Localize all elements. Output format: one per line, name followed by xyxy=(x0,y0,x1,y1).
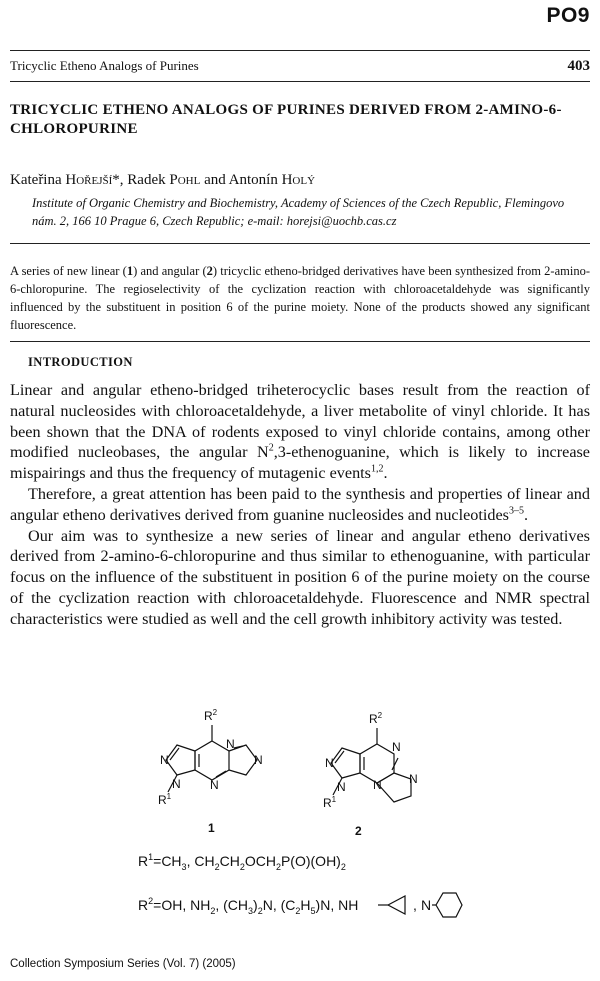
svg-text:N: N xyxy=(409,772,418,786)
scheme-svg xyxy=(130,700,470,935)
svg-text:N: N xyxy=(226,737,235,751)
running-head xyxy=(10,50,590,82)
page-code: PO9 xyxy=(546,4,590,27)
svg-text:R1: $R^1$ xyxy=(158,792,172,807)
svg-text:N: N xyxy=(172,777,181,791)
divider-abstract xyxy=(10,341,590,342)
pyrrolidine-ring xyxy=(436,893,462,917)
compound-label-1: 1 xyxy=(208,821,215,835)
divider-top xyxy=(10,243,590,244)
author-1-first: Kateřina xyxy=(10,172,62,188)
authors xyxy=(10,170,590,190)
citation: 1,2 xyxy=(370,463,384,475)
svg-text:N: N xyxy=(392,740,401,754)
compound-ref-2: 2 xyxy=(206,264,213,278)
affiliation: Institute of Organic Chemistry and Biochemistry, Academy of Sciences of the Czech Republic, Flemingovo nám. 2, 166 10 Prague 6, Czech Republic; e-mail: horejsi@uochb.cas.cz xyxy=(32,196,565,228)
running-head-title: Tricyclic Etheno Analogs of Purines xyxy=(10,58,199,73)
svg-text:,: , xyxy=(413,897,417,913)
svg-text:R1: $R^1$ xyxy=(323,795,337,810)
compound-label-2: 2 xyxy=(355,824,362,838)
svg-text:R2: $R^2$ xyxy=(204,708,218,723)
section-heading: INTRODUCTION xyxy=(28,355,133,369)
author-separator-and: and xyxy=(200,172,229,188)
compound-ref-1: 1 xyxy=(126,264,134,278)
corresponding-mark: * xyxy=(112,172,120,188)
substituent-rings xyxy=(378,893,462,917)
svg-text:R2: $R^2$ xyxy=(369,711,383,726)
paragraph-3: Our aim was to synthesize a new series of linear and angular etheno derivatives derived from 2-amino-6-chloropurine and thus similar to ethenoguanine, with particular focus on the influence of the substituent in position 6 of the purine moiety on the course of the cyclization reaction with chloroacetaldehyde. Fluorescence and NMR spectral characteristics were studied as well and the cell growth inhibitory activity was tested. xyxy=(10,526,590,628)
svg-text:N: N xyxy=(254,753,263,767)
r2-definition: $R^2=OH$, $NH_2$, $(CH_3)_2N$, $(C_2H_5)N$, NH xyxy=(138,896,359,916)
svg-text:N: N xyxy=(160,753,169,767)
substituent-definitions xyxy=(138,852,431,916)
svg-text:N: N xyxy=(210,778,219,792)
page-number: 403 xyxy=(567,58,590,74)
paper-title: TRICYCLIC ETHENO ANALOGS OF PURINES DERIVED FROM 2-AMINO-6-CHLOROPURINE xyxy=(10,102,562,137)
paragraph-1: Linear and angular etheno-bridged triheterocyclic bases result from the reaction of natural nucleosides with chloroacetaldehyde, a liver metabolite of vinyl chloride. It has been shown that the DNA of rodents exposed to vinyl chloride contains, among other modified nucleobases, the angular $N^2,3$-ethenoguanine, which is likely to increase mispairings and thus the frequency of mutagenic events$^{1,2}$. xyxy=(10,381,590,483)
cyclopropyl-ring xyxy=(388,896,405,914)
svg-text:N: N xyxy=(373,778,382,792)
footer: Collection Symposium Series (Vol. 7) (2005) xyxy=(10,958,236,970)
paragraph-2: Therefore, a great attention has been paid to the synthesis and properties of linear and angular etheno derivatives derived from guanine nucleosides and nucleotides$^{3-5}$. xyxy=(10,484,590,524)
svg-text:N: N xyxy=(421,897,432,913)
chemical-scheme xyxy=(130,700,470,935)
r1-definition: $R^1=CH_3$, $CH_2CH_2OCH_2P(O)(OH)_2$ xyxy=(138,852,346,872)
svg-text:N: N xyxy=(337,780,346,794)
author-2-last: Pohl xyxy=(169,172,201,188)
author-1-last: Hořejší xyxy=(65,172,113,188)
citation: 3–5 xyxy=(508,505,524,517)
author-2-first: Radek xyxy=(127,172,166,188)
structure-labels xyxy=(158,708,418,838)
author-3-last: Holý xyxy=(281,172,316,188)
abstract: A series of new linear (1) and angular (2) tricyclic etheno-bridged derivatives have been synthesized from 2-amino-6-chloropurine. The regioselectivity of the cyclization reaction with chloroacetaldehyde was significantly influenced by the substituent in position 6 of the purine moiety. None of the products showed any significant fluorescence. xyxy=(10,264,591,332)
author-separator: , xyxy=(119,172,128,188)
svg-text:N: N xyxy=(325,756,334,770)
introduction-body xyxy=(10,380,590,630)
author-3-first: Antonín xyxy=(228,172,278,188)
